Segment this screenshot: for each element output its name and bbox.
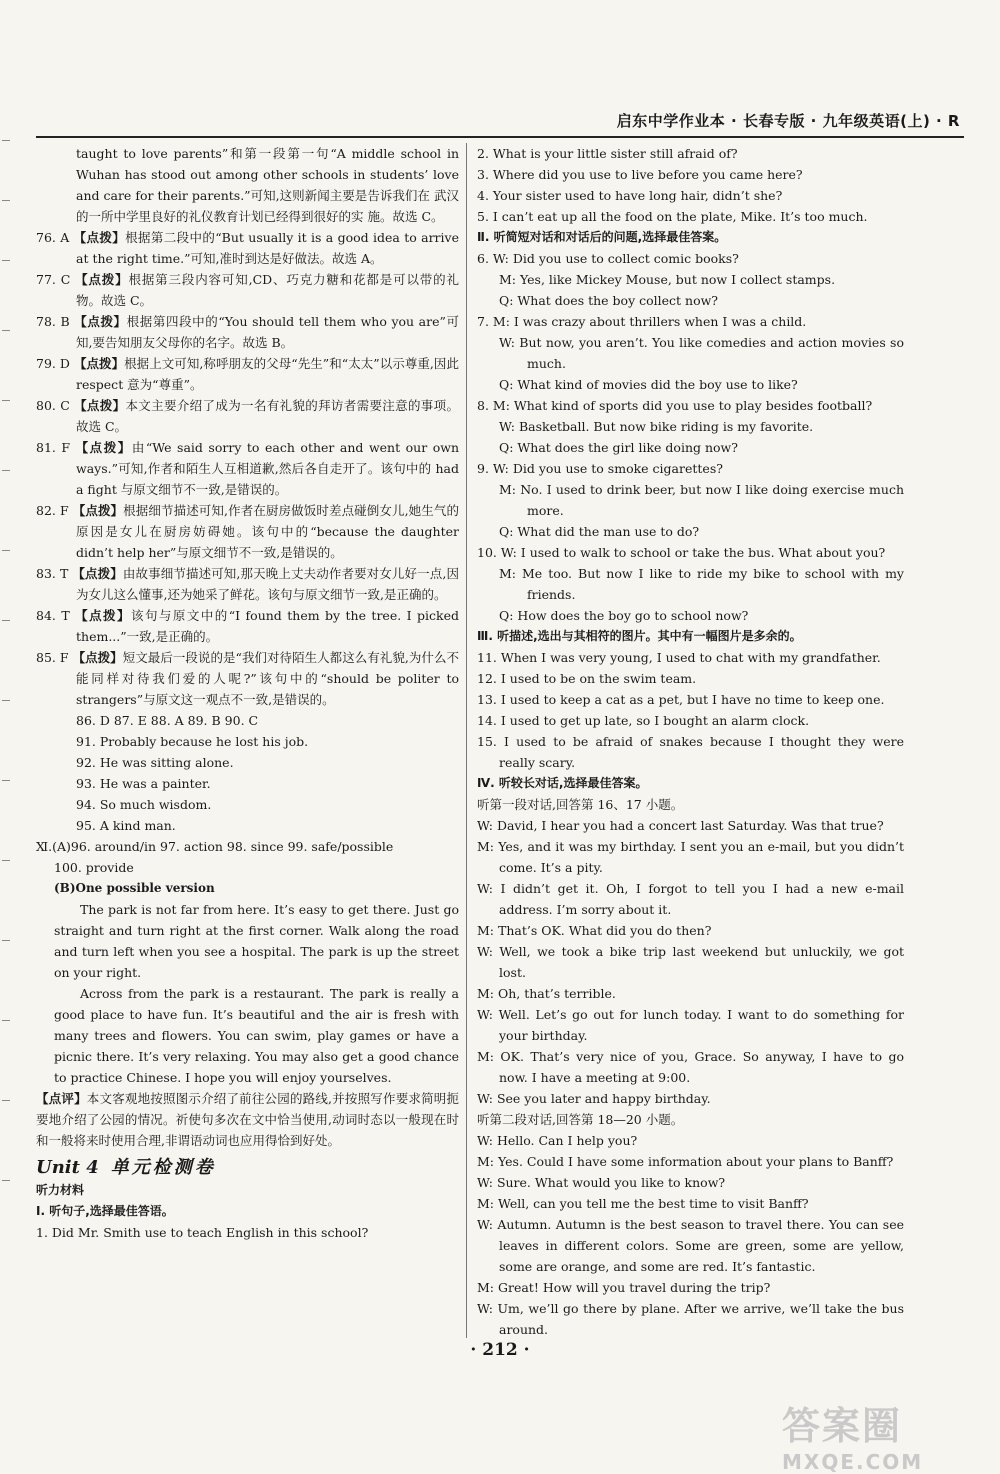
column-divider — [466, 143, 467, 1338]
watermark-text: 答案圈 — [782, 1404, 903, 1448]
conversation-line: W: Well. Let’s go out for lunch today. I want to do something for your birthday. — [477, 1007, 904, 1043]
dialog-10-first: 10. W: I used to walk to school or take the bus. What about you? — [477, 545, 886, 560]
answer-84: 84. T 【点拨】该句与原文中的“I found them by the tree. I picked them...”一致,是正确的。 — [36, 608, 459, 644]
short-answer: 92. He was sitting alone. — [76, 755, 234, 770]
conversation-line: M: Well, can you tell me the best time to visit Banff? — [477, 1196, 809, 1211]
dialog-line: Q: What does the girl like doing now? — [499, 440, 738, 455]
intro-line: taught to love parents”和第一段第一句“A middle school in — [76, 146, 459, 161]
intro-line: 武汉的一所中学里良好的礼仪教育计划已经得到很好的实 — [76, 188, 459, 224]
short-answer: 91. Probably because he lost his job. — [76, 734, 309, 749]
right-column — [477, 143, 904, 1340]
section-2-title: Ⅱ. 听简短对话和对话后的问题,选择最佳答案。 — [477, 230, 727, 244]
page-number: · 212 · — [470, 1340, 530, 1360]
answer-82: 82. F 【点拨】根据细节描述可知,作者在厨房做饭时差点碰倒女儿,她生气的原因是女儿在厨房妨碍她。该句中的“because the daughter didn’t help her”与原文细节不一致,是错误的。 — [36, 503, 459, 560]
unit-subtitle: 单元检测卷 — [110, 1157, 216, 1178]
answer-79: 79. D 【点拨】根据上文可知,称呼朋友的父母“先生”和“太太”以示尊重,因此 respect 意为“尊重”。 — [36, 356, 459, 392]
dialog-line: Q: What kind of movies did the boy use to like? — [499, 377, 798, 392]
section-xi-line1: Ⅺ.(A)96. around/in 97. action 98. since 99. safe/possible — [36, 839, 394, 854]
dialog-6-first: 6. W: Did you use to collect comic books? — [477, 251, 739, 266]
left-column — [36, 143, 459, 1243]
conversation-line: M: That’s OK. What did you do then? — [477, 923, 712, 938]
dialog-line: W: But now, you aren’t. You like comedies and action movies so much. — [499, 335, 904, 371]
answer-78: 78. B 【点拨】根据第四段中的“You should tell them who you are”可知,要告知朋友父母你的名字。故选 B。 — [36, 314, 459, 350]
description-line: 15. I used to be afraid of snakes because I thought they were really scary. — [477, 734, 904, 770]
question-line: 4. Your sister used to have long hair, didn’t she? — [477, 188, 783, 203]
question-1: 1. Did Mr. Smith use to teach English in this school? — [36, 1225, 369, 1240]
answer-83: 83. T 【点拨】由故事细节描述可知,那天晚上丈夫动作者要对女儿好一点,因为女儿这么懂事,还为她采了鲜花。该句与原文细节一致,是正确的。 — [36, 566, 459, 602]
binding-margin-marks — [0, 140, 14, 1340]
question-line: 3. Where did you use to live before you came here? — [477, 167, 803, 182]
answer-76: 76. A 【点拨】根据第二段中的“But usually it is a good idea to arrive at the right time.”可知,准时到达是好做法。故选 A。 — [36, 230, 459, 266]
conversation-line: W: Um, we’ll go there by plane. After we arrive, we’ll take the bus around. — [477, 1301, 904, 1337]
essay-comment: 【点评】本文客观地按照图示介绍了前往公园的路线,并按照写作要求简明扼要地介绍了公园的情况。祈使句多次在文中恰当使用,动词时态以一般现在时和一般将来时使用合理,非谓语动词也应用得恰到好处。 — [36, 1091, 459, 1148]
header-rule — [36, 136, 964, 138]
short-answer: 86. D 87. E 88. A 89. B 90. C — [76, 713, 259, 728]
short-answer: 94. So much wisdom. — [76, 797, 212, 812]
conversation-line: W: David, I hear you had a concert last Saturday. Was that true? — [477, 818, 884, 833]
intro-line: Wuhan has stood out among other schools in students’ love — [76, 167, 459, 182]
listening-label: 听力材料 — [36, 1183, 85, 1197]
conversation-line: W: Autumn. Autumn is the best season to travel there. You can see leaves in different colors. Some are green, some are yellow, some are orange, and some are red. It’s fantastic. — [477, 1217, 904, 1274]
page-header-title: 启东中学作业本 · 长春专版 · 九年级英语(上) · R — [616, 112, 960, 130]
dialog-line: M: Yes, like Mickey Mouse, but now I collect stamps. — [499, 272, 836, 287]
question-line: 5. I can’t eat up all the food on the plate, Mike. It’s too much. — [477, 209, 868, 224]
question-line: 2. What is your little sister still afraid of? — [477, 146, 738, 161]
conversation-line: M: Yes, and it was my birthday. I sent you an e-mail, but you didn’t come. It’s a pity. — [477, 839, 904, 875]
intro-text — [36, 143, 459, 227]
dialog-line: Q: How does the boy go to school now? — [499, 608, 749, 623]
dialog-line: Q: What did the man use to do? — [499, 524, 700, 539]
description-line: 14. I used to get up late, so I bought an alarm clock. — [477, 713, 810, 728]
essay-label: (B)One possible version — [54, 881, 215, 895]
answer-77: 77. C 【点拨】根据第三段内容可知,CD、巧克力糖和花都是可以带的礼物。故选 C。 — [36, 272, 459, 308]
conversation-line: W: Hello. Can I help you? — [477, 1133, 638, 1148]
conversation-line: W: See you later and happy birthday. — [477, 1091, 711, 1106]
section-xi-line2: 100. provide — [54, 860, 134, 875]
intro-line: 施。故选 C。 — [367, 209, 444, 224]
answer-81: 81. F 【点拨】由“We said sorry to each other and went our own ways.”可知,作者和陌生人互相道歉,然后各自走开了。该句中的 had a fight 与原文细节不一致,是错误的。 — [36, 440, 459, 497]
short-answer: 95. A kind man. — [76, 818, 176, 833]
dialog-line: M: Me too. But now I like to ride my bike to school with my friends. — [499, 566, 904, 602]
section-4-title: Ⅳ. 听较长对话,选择最佳答案。 — [477, 776, 648, 790]
conversation-line: W: I didn’t get it. Oh, I forgot to tell you I had a new e-mail address. I’m sorry about it. — [477, 881, 904, 917]
conversation-line: M: Great! How will you travel during the trip? — [477, 1280, 771, 1295]
section-1-title: Ⅰ. 听句子,选择最佳答语。 — [36, 1204, 174, 1218]
conversation-1-title: 听第一段对话,回答第 16、17 小题。 — [477, 797, 684, 812]
answer-80: 80. C 【点拨】本文主要介绍了成为一名有礼貌的拜访者需要注意的事项。故选 C。 — [36, 398, 459, 434]
dialog-line: M: No. I used to drink beer, but now I like doing exercise much more. — [499, 482, 904, 518]
description-line: 11. When I was very young, I used to chat with my grandfather. — [477, 650, 881, 665]
answer-85: 85. F 【点拨】短文最后一段说的是“我们对待陌生人都这么有礼貌,为什么不能同样对待我们爱的人呢?”该句中的“should be politer to strangers”与原文这一观点不一致,是错误的。 — [36, 650, 459, 707]
conversation-line: W: Sure. What would you like to know? — [477, 1175, 726, 1190]
conversation-line: M: Oh, that’s terrible. — [477, 986, 616, 1001]
dialog-7-first: 7. M: I was crazy about thrillers when I was a child. — [477, 314, 807, 329]
dialog-8-first: 8. M: What kind of sports did you use to play besides football? — [477, 398, 873, 413]
section-3-title: Ⅲ. 听描述,选出与其相符的图片。其中有一幅图片是多余的。 — [477, 629, 802, 643]
conversation-line: M: Yes. Could I have some information about your plans to Banff? — [477, 1154, 894, 1169]
conversation-line: W: Well, we took a bike trip last weekend but unluckily, we got lost. — [477, 944, 904, 980]
short-answer: 93. He was a painter. — [76, 776, 211, 791]
description-line: 12. I used to be on the swim team. — [477, 671, 697, 686]
dialog-line: Q: What does the boy collect now? — [499, 293, 718, 308]
unit-heading — [36, 1157, 459, 1178]
conversation-2-title: 听第二段对话,回答第 18—20 小题。 — [477, 1112, 684, 1127]
dialog-line: W: Basketball. But now bike riding is my favorite. — [499, 419, 814, 434]
essay-paragraph-2: Across from the park is a restaurant. The park is really a good place to have fun. It’s beautiful and the air is fresh with many trees and flowers. You can swim, play games or have a picnic there. It’s very relaxing. You may also get a good chance to practice Chinese. I hope you will enjoy yourselves. — [54, 986, 459, 1085]
essay-paragraph-1: The park is not far from here. It’s easy to get there. Just go straight and turn right at the first corner. Walk along the road and turn left when you see a hospital. The park is up the street on your right. — [54, 902, 459, 980]
description-line: 13. I used to keep a cat as a pet, but I have no time to keep one. — [477, 692, 885, 707]
conversation-line: M: OK. That’s very nice of you, Grace. So anyway, I have to go now. I have a meeting at 9:00. — [477, 1049, 904, 1085]
watermark-url: MXQE.COM — [782, 1450, 924, 1474]
unit-number: Unit 4 — [36, 1157, 99, 1178]
intro-line: and care for their parents.”可知,这则新闻主要是告诉我们在 — [76, 188, 430, 203]
watermark-logo — [782, 1395, 982, 1474]
dialog-9-first: 9. W: Did you use to smoke cigarettes? — [477, 461, 723, 476]
